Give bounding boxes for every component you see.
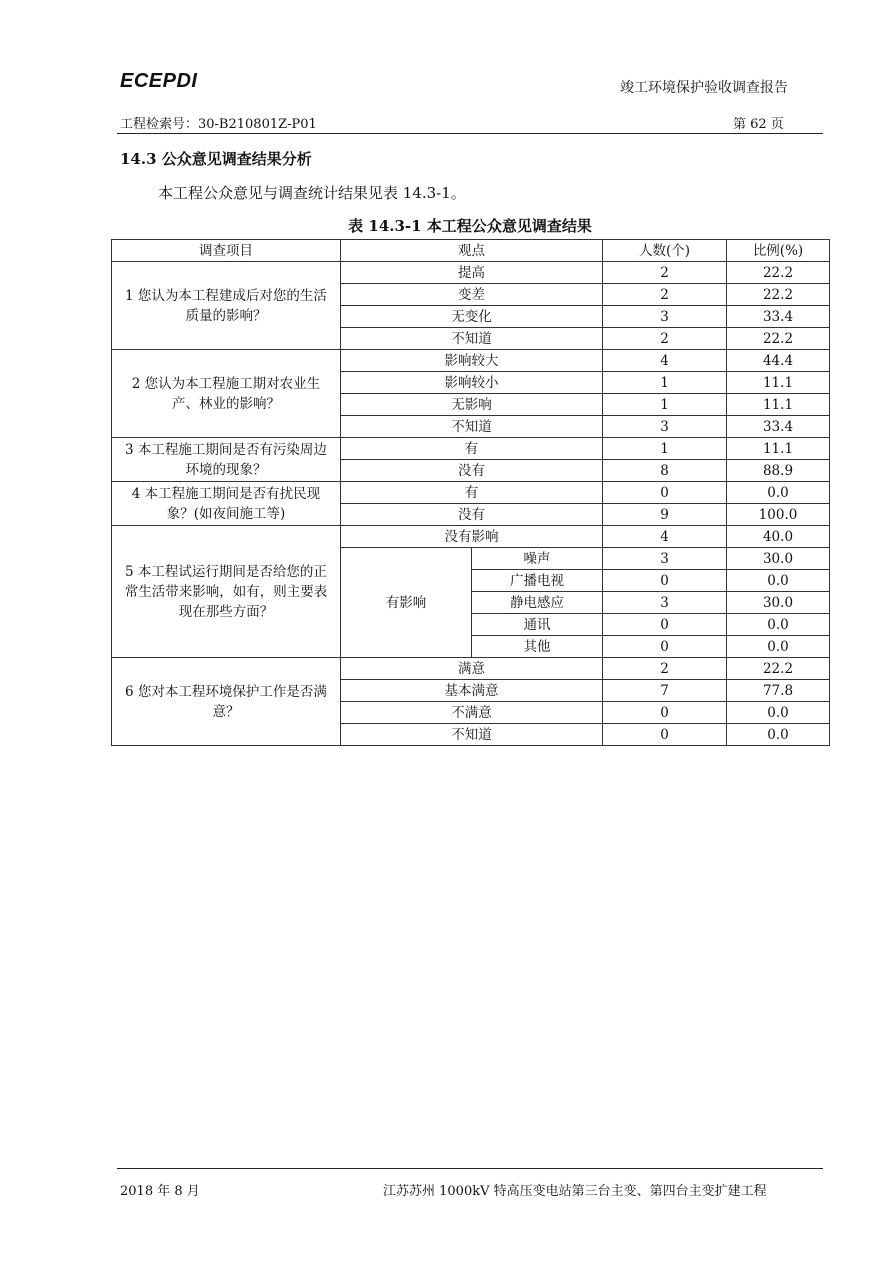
count-cell: 0 <box>603 636 727 658</box>
ratio-cell: 22.2 <box>727 328 830 350</box>
aspect-cell: 噪声 <box>472 548 603 570</box>
count-cell: 0 <box>603 570 727 592</box>
opinion-cell: 影响较大 <box>341 350 603 372</box>
footer-date: 2018 年 8 月 <box>120 1184 200 1199</box>
count-cell: 3 <box>603 306 727 328</box>
count-cell: 2 <box>603 328 727 350</box>
project-search-number: 工程检索号：30-B210801Z-P01 <box>120 117 317 132</box>
ratio-cell: 0.0 <box>727 724 830 746</box>
opinion-cell: 没有影响 <box>341 526 603 548</box>
count-cell: 3 <box>603 416 727 438</box>
count-cell: 1 <box>603 372 727 394</box>
opinion-cell: 变差 <box>341 284 603 306</box>
count-cell: 3 <box>603 548 727 570</box>
opinion-cell: 满意 <box>341 658 603 680</box>
aspect-cell: 其他 <box>472 636 603 658</box>
header-ratio: 比例(%) <box>727 240 830 262</box>
effect-label-cell: 有影响 <box>341 548 472 658</box>
table-row <box>112 438 830 460</box>
ratio-cell: 33.4 <box>727 416 830 438</box>
question-cell: 5 本工程试运行期间是否给您的正常生活带来影响，如有，则主要表现在那些方面？ <box>112 526 341 658</box>
count-cell: 2 <box>603 658 727 680</box>
table-row <box>112 350 830 372</box>
ratio-cell: 22.2 <box>727 658 830 680</box>
header-divider <box>117 133 823 134</box>
question-cell: 1 您认为本工程建成后对您的生活质量的影响？ <box>112 262 341 350</box>
opinion-cell: 没有 <box>341 504 603 526</box>
opinion-cell: 不知道 <box>341 416 603 438</box>
count-cell: 4 <box>603 526 727 548</box>
table-row <box>112 262 830 284</box>
ratio-cell: 0.0 <box>727 702 830 724</box>
ratio-cell: 0.0 <box>727 614 830 636</box>
ratio-cell: 0.0 <box>727 636 830 658</box>
opinion-cell: 有 <box>341 482 603 504</box>
ratio-cell: 11.1 <box>727 372 830 394</box>
count-cell: 7 <box>603 680 727 702</box>
table-header-row <box>112 240 830 262</box>
opinion-cell: 影响较小 <box>341 372 603 394</box>
header-survey-item: 调查项目 <box>112 240 341 262</box>
ratio-cell: 0.0 <box>727 482 830 504</box>
footer-divider <box>117 1168 823 1169</box>
count-cell: 2 <box>603 284 727 306</box>
count-cell: 2 <box>603 262 727 284</box>
opinion-cell: 无变化 <box>341 306 603 328</box>
header-count: 人数(个) <box>603 240 727 262</box>
footer-project-name: 江苏苏州 1000kV 特高压变电站第三台主变、第四台主变扩建工程 <box>383 1184 767 1199</box>
header-opinion: 观点 <box>341 240 603 262</box>
opinion-cell: 基本满意 <box>341 680 603 702</box>
section-title: 14.3 公众意见调查结果分析 <box>120 150 312 168</box>
count-cell: 0 <box>603 482 727 504</box>
opinion-cell: 不满意 <box>341 702 603 724</box>
aspect-cell: 通讯 <box>472 614 603 636</box>
ratio-cell: 33.4 <box>727 306 830 328</box>
ratio-cell: 44.4 <box>727 350 830 372</box>
question-cell: 2 您认为本工程施工期对农业生产、林业的影响？ <box>112 350 341 438</box>
ratio-cell: 30.0 <box>727 548 830 570</box>
page-number: 第 62 页 <box>733 117 784 132</box>
ratio-cell: 40.0 <box>727 526 830 548</box>
table-row <box>112 526 830 548</box>
opinion-cell: 不知道 <box>341 328 603 350</box>
question-cell: 4 本工程施工期间是否有扰民现象？(如夜间施工等) <box>112 482 341 526</box>
question-cell: 3 本工程施工期间是否有污染周边环境的现象？ <box>112 438 341 482</box>
intro-paragraph: 本工程公众意见与调查统计结果见表 14.3-1。 <box>158 184 466 202</box>
count-cell: 9 <box>603 504 727 526</box>
aspect-cell: 静电感应 <box>472 592 603 614</box>
opinion-cell: 有 <box>341 438 603 460</box>
ratio-cell: 88.9 <box>727 460 830 482</box>
ratio-cell: 22.2 <box>727 284 830 306</box>
ratio-cell: 11.1 <box>727 438 830 460</box>
table-row <box>112 482 830 504</box>
table-row <box>112 658 830 680</box>
ratio-cell: 11.1 <box>727 394 830 416</box>
table-caption: 表 14.3-1 本工程公众意见调查结果 <box>348 217 592 235</box>
report-type: 竣工环境保护验收调查报告 <box>620 80 788 96</box>
aspect-cell: 广播电视 <box>472 570 603 592</box>
opinion-cell: 提高 <box>341 262 603 284</box>
ratio-cell: 30.0 <box>727 592 830 614</box>
opinion-cell: 无影响 <box>341 394 603 416</box>
count-cell: 1 <box>603 438 727 460</box>
count-cell: 0 <box>603 724 727 746</box>
count-cell: 4 <box>603 350 727 372</box>
count-cell: 0 <box>603 702 727 724</box>
question-cell: 6 您对本工程环境保护工作是否满意？ <box>112 658 341 746</box>
ratio-cell: 77.8 <box>727 680 830 702</box>
count-cell: 8 <box>603 460 727 482</box>
count-cell: 3 <box>603 592 727 614</box>
opinion-cell: 没有 <box>341 460 603 482</box>
ratio-cell: 22.2 <box>727 262 830 284</box>
ratio-cell: 100.0 <box>727 504 830 526</box>
count-cell: 1 <box>603 394 727 416</box>
count-cell: 0 <box>603 614 727 636</box>
survey-results-table <box>111 239 830 746</box>
opinion-cell: 不知道 <box>341 724 603 746</box>
company-logo: ECEPDI <box>120 70 198 92</box>
ratio-cell: 0.0 <box>727 570 830 592</box>
